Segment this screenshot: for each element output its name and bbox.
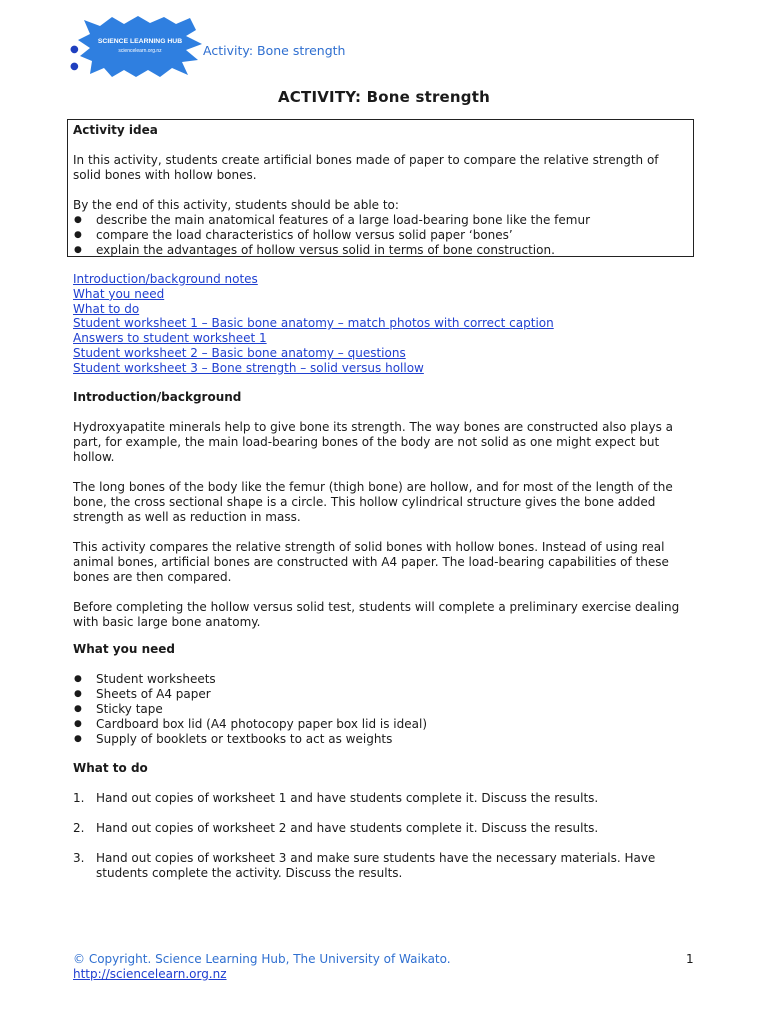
link-worksheet-2[interactable]: Student worksheet 2 – Basic bone anatomy – questions [73,345,406,360]
bullet-icon: ● [74,215,82,225]
list-item [73,672,698,687]
list-item [73,791,698,806]
step-text: Hand out copies of worksheet 3 and make sure students have the necessary materials. Have students complete the activity. Discuss the results. [96,851,656,880]
header-bullet: ● [70,44,79,55]
bullet-icon: ● [74,704,82,714]
page-header [70,14,710,78]
bullet-icon: ● [74,719,82,729]
logo-text-primary: SCIENCE LEARNING HUB [97,38,183,45]
list-item-text: explain the advantages of hollow versus solid in terms of bone construction. [96,243,555,257]
page-footer [73,952,451,981]
bullet-icon: ● [74,734,82,744]
header-bullet: ● [70,61,79,72]
list-item-text: Cardboard box lid (A4 photocopy paper box lid is ideal) [96,717,427,731]
list-item [73,687,698,702]
list-item-text: Student worksheets [96,672,216,686]
section-heading: What you need [73,642,175,656]
list-item [73,228,688,243]
objectives-list [73,213,688,258]
logo-text-secondary: sciencelearn.org.nz [118,48,162,54]
list-item-text: Sheets of A4 paper [96,687,211,701]
list-item [73,851,698,881]
paragraph: Hydroxyapatite minerals help to give bone its strength. The way bones are constructed also plays a part, for example, the main load-bearing bones of the body are not solid as one might expect but hollow. [73,420,673,464]
link-intro-notes[interactable]: Introduction/background notes [73,272,258,286]
link-answers-worksheet-1[interactable]: Answers to student worksheet 1 [73,331,267,346]
paragraph: This activity compares the relative strength of solid bones with hollow bones. Instead of using real animal bones, artificial bones are constructed with A4 paper. The load-bearing capabilities of these bones are then compared. [73,540,669,584]
copyright-notice: © Copyright. Science Learning Hub, The University of Waikato. [73,952,451,966]
link-what-to-do[interactable]: What to do [73,301,140,316]
bullet-icon: ● [74,674,82,684]
section-heading: What to do [73,761,148,775]
list-item-text: Sticky tape [96,702,163,716]
contents-links [73,272,554,376]
steps-list [73,791,698,881]
activity-idea-heading: Activity idea [73,123,158,137]
step-number: 1. [73,791,85,805]
list-item [73,702,698,717]
document-title: ACTIVITY: Bone strength [278,88,490,106]
footer-url-link[interactable]: http://sciencelearn.org.nz [73,966,227,981]
header-title: Activity: Bone strength [203,43,346,58]
step-number: 2. [73,821,85,835]
bullet-icon: ● [74,245,82,255]
what-to-do-section [73,761,698,881]
page-number: 1 [686,952,694,966]
intro-section [73,390,698,630]
bullet-icon: ● [74,689,82,699]
activity-idea-box [67,119,694,257]
list-item [73,213,688,228]
list-item [73,243,688,258]
list-item-text: describe the main anatomical features of a large load-bearing bone like the femur [96,213,591,227]
list-item-text: compare the load characteristics of hollow versus solid paper ‘bones’ [96,228,513,242]
list-item [73,821,698,836]
activity-intro: In this activity, students create artificial bones made of paper to compare the relative strength of solid bones with hollow bones. [73,153,659,182]
link-worksheet-3[interactable]: Student worksheet 3 – Bone strength – solid versus hollow [73,360,424,375]
link-worksheet-1[interactable]: Student worksheet 1 – Basic bone anatomy – match photos with correct caption [73,316,554,331]
list-item-text: Supply of booklets or textbooks to act as weights [96,732,393,746]
materials-list [73,672,698,747]
what-you-need-section [73,642,698,747]
paragraph: Before completing the hollow versus solid test, students will complete a preliminary exercise dealing with basic large bone anatomy. [73,600,680,629]
step-text: Hand out copies of worksheet 1 and have students complete it. Discuss the results. [96,791,599,805]
science-learning-hub-logo [78,14,203,78]
list-item [73,717,698,732]
step-number: 3. [73,851,85,865]
paragraph: The long bones of the body like the femur (thigh bone) are hollow, and for most of the length of the bone, the cross sectional shape is a circle. This hollow cylindrical structure gives the bone added strength as well as reduction in mass. [73,480,673,524]
list-item [73,732,698,747]
link-what-you-need[interactable]: What you need [73,286,165,301]
section-heading: Introduction/background [73,390,242,404]
activity-lead: By the end of this activity, students should be able to: [73,198,399,212]
bullet-icon: ● [74,230,82,240]
step-text: Hand out copies of worksheet 2 and have students complete it. Discuss the results. [96,821,599,835]
